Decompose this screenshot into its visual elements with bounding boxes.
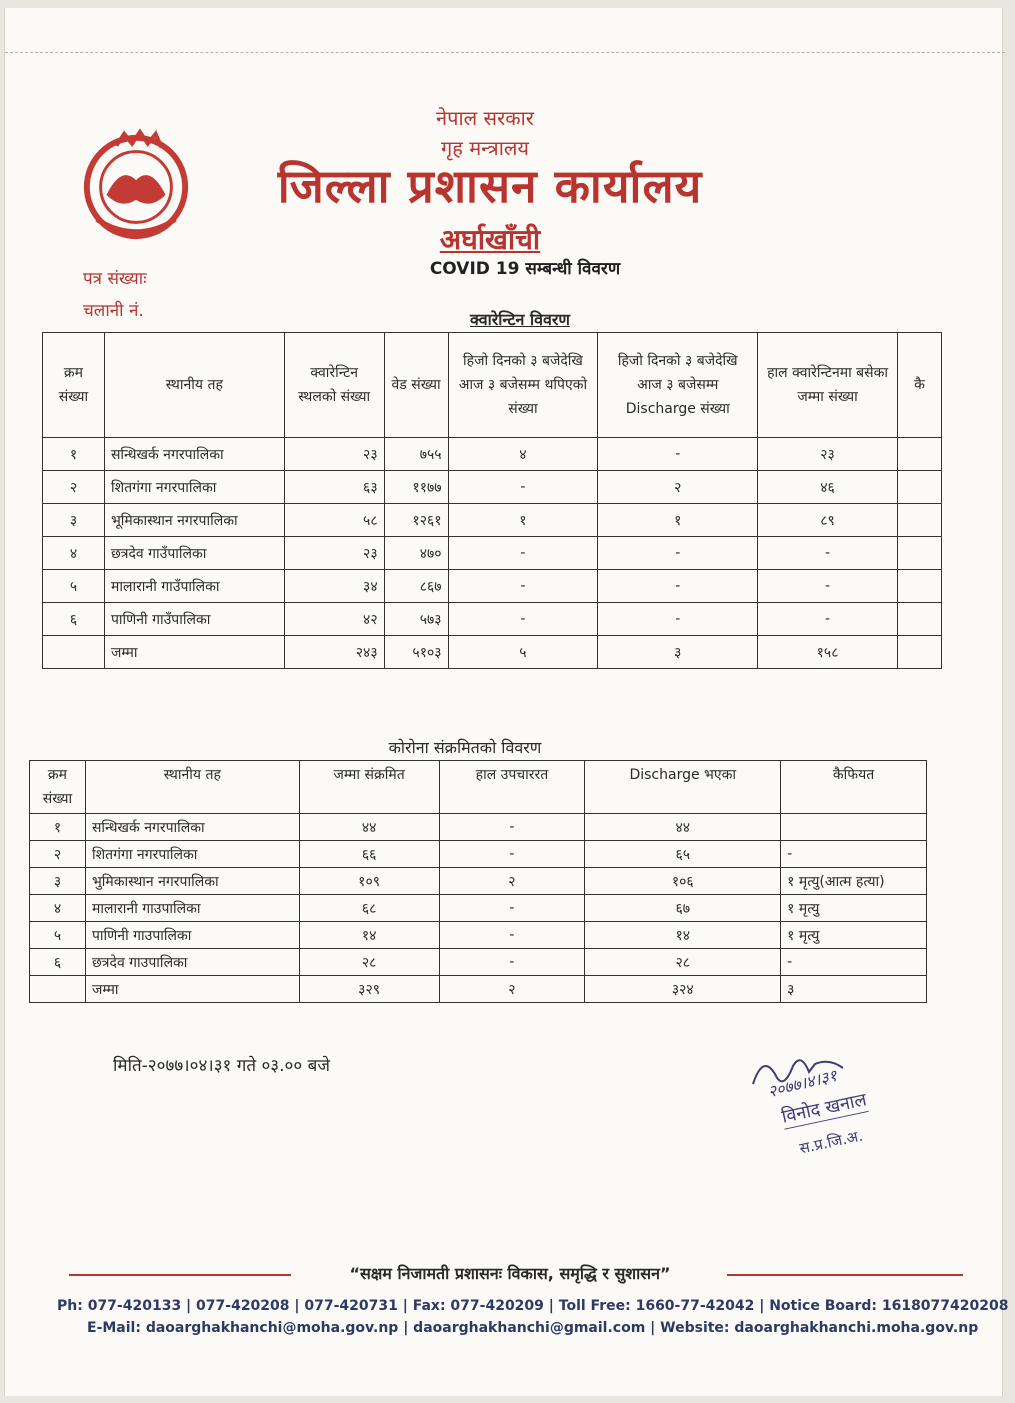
- table-cell: २८: [585, 949, 781, 976]
- table-cell: २३: [284, 537, 384, 570]
- table-row: [30, 895, 927, 922]
- motto-divider: [69, 1274, 291, 1276]
- table-cell: ३२९: [299, 976, 439, 1003]
- column-header: क्रम संख्या: [30, 761, 86, 814]
- table-cell: ४६: [758, 471, 898, 504]
- table-cell: -: [758, 603, 898, 636]
- table-cell: शितगंगा नगरपालिका: [104, 471, 284, 504]
- table-cell: १: [598, 504, 758, 537]
- office-motto: “सक्षम निजामती प्रशासनः विकास, समृद्धि र सुशासन”: [349, 1264, 671, 1283]
- table-cell: [897, 537, 941, 570]
- table-cell: -: [598, 438, 758, 471]
- table-cell: -: [781, 949, 927, 976]
- table-cell: १०९: [299, 868, 439, 895]
- table-cell: सन्धिखर्क नगरपालिका: [85, 814, 299, 841]
- table-cell: १५८: [758, 636, 898, 669]
- table-cell: -: [448, 603, 598, 636]
- table-cell: १: [448, 504, 598, 537]
- column-header: स्थानीय तह: [85, 761, 299, 814]
- table-cell: ८६७: [384, 570, 448, 603]
- table-cell: -: [439, 814, 585, 841]
- column-header: हाल उपचाररत: [439, 761, 585, 814]
- table-cell: १२६१: [384, 504, 448, 537]
- table-cell: ६६: [299, 841, 439, 868]
- corona-header-row: [30, 761, 927, 814]
- table-cell: पाणिनी गाउपालिका: [85, 922, 299, 949]
- table-cell: ३: [43, 504, 105, 537]
- table-cell: जम्मा: [104, 636, 284, 669]
- table-cell: २: [598, 471, 758, 504]
- table-cell: भुमिकास्थान नगरपालिका: [85, 868, 299, 895]
- column-header: हिजो दिनको ३ बजेदेखि आज ३ बजेसम्म थपिएको संख्या: [448, 333, 598, 438]
- table-cell: २: [439, 976, 585, 1003]
- table-cell: ७५५: [384, 438, 448, 471]
- table-cell: ६३: [284, 471, 384, 504]
- table-cell: ५८: [284, 504, 384, 537]
- table-row: [30, 868, 927, 895]
- table-cell: -: [448, 471, 598, 504]
- column-header: कैफियत: [781, 761, 927, 814]
- table-cell: २३: [758, 438, 898, 471]
- column-header: कै: [897, 333, 941, 438]
- column-header: क्रम संख्या: [43, 333, 105, 438]
- table-cell: -: [598, 570, 758, 603]
- table-cell: छत्रदेव गाउपालिका: [85, 949, 299, 976]
- table-cell: ८९: [758, 504, 898, 537]
- table-cell: १०६: [585, 868, 781, 895]
- table-cell: ६७: [585, 895, 781, 922]
- table-cell: मालारानी गाउपालिका: [85, 895, 299, 922]
- table-cell: -: [439, 895, 585, 922]
- table-cell: शितगंगा नगरपालिका: [85, 841, 299, 868]
- table-cell: [43, 636, 105, 669]
- table-row: [43, 570, 942, 603]
- table-row: [43, 603, 942, 636]
- document-page: [4, 8, 1009, 1396]
- table-cell: ५: [448, 636, 598, 669]
- table-total-row: [30, 976, 927, 1003]
- table-row: [30, 814, 927, 841]
- table-row: [43, 471, 942, 504]
- quarantine-header-row: [43, 333, 942, 438]
- table-cell: ११७७: [384, 471, 448, 504]
- ministry-name: गृह मन्त्रालय: [440, 136, 530, 160]
- document-subtitle: COVID 19 सम्बन्धी विवरण: [429, 259, 621, 279]
- table-cell: १: [30, 814, 86, 841]
- table-cell: ४४: [585, 814, 781, 841]
- table-cell: ५: [43, 570, 105, 603]
- table-cell: ३२४: [585, 976, 781, 1003]
- table-cell: ६८: [299, 895, 439, 922]
- table-cell: [30, 976, 86, 1003]
- report-date: मिति-२०७७।०४।३१ गते ०३.०० बजे: [113, 1056, 330, 1076]
- motto-divider: [727, 1274, 963, 1276]
- quarantine-table: [42, 332, 942, 669]
- table-cell: -: [439, 841, 585, 868]
- column-header: क्वारेन्टिन स्थलको संख्या: [284, 333, 384, 438]
- table-cell: ४७०: [384, 537, 448, 570]
- table-cell: ३: [30, 868, 86, 895]
- table-cell: मालारानी गाउँपालिका: [104, 570, 284, 603]
- table-cell: १ मृत्यु(आत्म हत्या): [781, 868, 927, 895]
- nepal-emblem-icon: [77, 126, 195, 244]
- table-cell: ३४: [284, 570, 384, 603]
- table-cell: -: [758, 537, 898, 570]
- table-cell: [781, 814, 927, 841]
- table-cell: पाणिनी गाउँपालिका: [104, 603, 284, 636]
- top-border: [5, 52, 1005, 53]
- table-cell: ५: [30, 922, 86, 949]
- table-cell: ५७३: [384, 603, 448, 636]
- dispatch-number-label: चलानी नं.: [83, 301, 144, 321]
- table-cell: १४: [299, 922, 439, 949]
- table-cell: -: [598, 537, 758, 570]
- table-row: [30, 922, 927, 949]
- table-cell: ३: [598, 636, 758, 669]
- quarantine-section-title: क्वारेन्टिन विवरण: [469, 310, 571, 329]
- table-cell: छत्रदेव गाउँपालिका: [104, 537, 284, 570]
- table-cell: ३: [781, 976, 927, 1003]
- column-header: Discharge भएका: [585, 761, 781, 814]
- table-cell: १ मृत्यु: [781, 895, 927, 922]
- table-cell: १ मृत्यु: [781, 922, 927, 949]
- table-row: [30, 841, 927, 868]
- table-cell: २: [439, 868, 585, 895]
- table-cell: ६: [43, 603, 105, 636]
- table-cell: -: [448, 537, 598, 570]
- column-header: हाल क्वारेन्टिनमा बसेका जम्मा संख्या: [758, 333, 898, 438]
- table-cell: -: [781, 841, 927, 868]
- corona-section-title: कोरोना संक्रमितको विवरण: [388, 738, 542, 757]
- government-name: नेपाल सरकार: [436, 106, 534, 130]
- table-cell: -: [439, 922, 585, 949]
- table-cell: ४२: [284, 603, 384, 636]
- table-cell: १४: [585, 922, 781, 949]
- table-cell: भूमिकास्थान नगरपालिका: [104, 504, 284, 537]
- table-cell: १: [43, 438, 105, 471]
- contact-phone-line: Ph: 077-420133 | 077-420208 | 077-420731 | Fax: 077-420209 | Toll Free: 1660-77-42042 | Notice Board: 1618077420208: [57, 1298, 1009, 1314]
- corona-table: [29, 760, 927, 1003]
- table-row: [43, 438, 942, 471]
- column-header: हिजो दिनको ३ बजेदेखि आज ३ बजेसम्म Discharge संख्या: [598, 333, 758, 438]
- table-total-row: [43, 636, 942, 669]
- table-row: [43, 504, 942, 537]
- table-cell: ६: [30, 949, 86, 976]
- signatory-title: स.प्र.जि.अ.: [797, 1126, 865, 1158]
- table-cell: जम्मा: [85, 976, 299, 1003]
- table-cell: -: [448, 570, 598, 603]
- table-cell: २: [43, 471, 105, 504]
- table-cell: २८: [299, 949, 439, 976]
- table-cell: २: [30, 841, 86, 868]
- column-header: स्थानीय तह: [104, 333, 284, 438]
- table-cell: [897, 603, 941, 636]
- table-cell: [897, 438, 941, 471]
- table-cell: [897, 636, 941, 669]
- table-cell: [897, 504, 941, 537]
- office-name: जिल्ला प्रशासन कार्यालय: [277, 159, 703, 213]
- table-cell: ४: [448, 438, 598, 471]
- table-cell: -: [598, 603, 758, 636]
- table-row: [43, 537, 942, 570]
- table-cell: -: [439, 949, 585, 976]
- table-row: [30, 949, 927, 976]
- table-cell: सन्धिखर्क नगरपालिका: [104, 438, 284, 471]
- district-name: अर्घाखाँची: [439, 223, 541, 256]
- table-cell: ६५: [585, 841, 781, 868]
- letter-number-label: पत्र संख्याः: [83, 269, 147, 289]
- signatory-name: विनोद खनाल: [779, 1089, 869, 1128]
- table-cell: [897, 570, 941, 603]
- signature-date: २०७७।४।३१: [765, 1065, 839, 1102]
- table-cell: ४: [43, 537, 105, 570]
- table-cell: -: [758, 570, 898, 603]
- column-header: वेड संख्या: [384, 333, 448, 438]
- table-cell: २४३: [284, 636, 384, 669]
- table-cell: २३: [284, 438, 384, 471]
- table-cell: ४४: [299, 814, 439, 841]
- contact-email-line: E-Mail: daoarghakhanchi@moha.gov.np | daoarghakhanchi@gmail.com | Website: daoarghakhanchi.moha.gov.np: [87, 1320, 979, 1336]
- column-header: जम्मा संक्रमित: [299, 761, 439, 814]
- table-cell: [897, 471, 941, 504]
- table-cell: ४: [30, 895, 86, 922]
- table-cell: ५१०३: [384, 636, 448, 669]
